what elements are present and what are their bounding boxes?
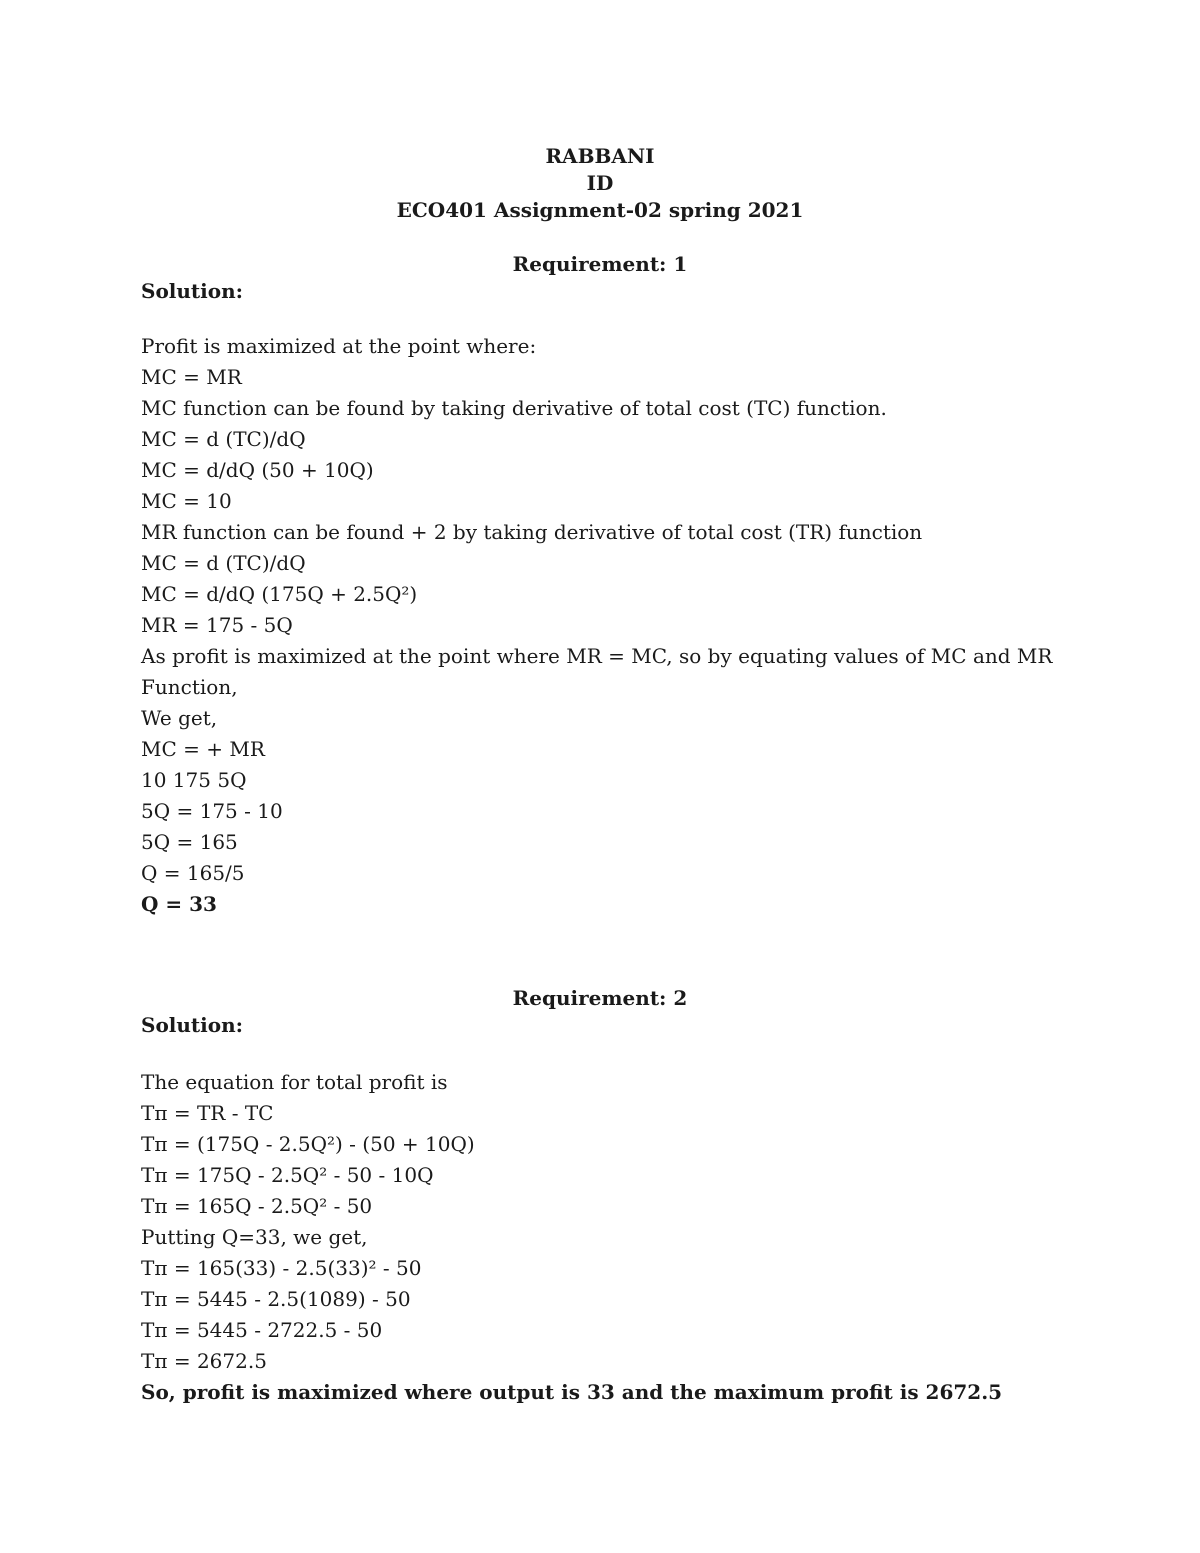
text-line: Tπ = (175Q - 2.5Q²) - (50 + 10Q)	[141, 1132, 475, 1156]
requirement-2-conclusion: So, profit is maximized where output is 33 and the maximum profit is 2672.5	[141, 1380, 1003, 1404]
text-line: Profit is maximized at the point where:	[141, 334, 537, 358]
text-line: MR = 175 - 5Q	[141, 613, 293, 637]
requirement-1-title: Requirement: 1	[512, 252, 688, 276]
text-line: MC = d/dQ (50 + 10Q)	[141, 458, 374, 482]
text-line: MC = d (TC)/dQ	[141, 551, 306, 575]
text-line: Tπ = TR - TC	[141, 1101, 274, 1125]
requirement-1-result: Q = 33	[141, 892, 217, 916]
text-line: MC function can be found by taking derivative of total cost (TC) function.	[141, 396, 887, 420]
author-name: RABBANI	[545, 144, 655, 168]
requirement-2-body	[141, 1067, 1141, 1408]
document-header	[0, 143, 1200, 224]
text-line: Tπ = 5445 - 2722.5 - 50	[141, 1318, 383, 1342]
text-line: MC = 10	[141, 489, 232, 513]
text-line: MC = + MR	[141, 737, 265, 761]
requirement-1-body	[141, 331, 1141, 920]
text-line: 5Q = 175 - 10	[141, 799, 283, 823]
text-line: Tπ = 2672.5	[141, 1349, 267, 1373]
text-line: 5Q = 165	[141, 830, 238, 854]
text-line: The equation for total profit is	[141, 1070, 448, 1094]
assignment-title: ECO401 Assignment-02 spring 2021	[396, 198, 804, 222]
text-line: Tπ = 165(33) - 2.5(33)² - 50	[141, 1256, 422, 1280]
text-line: MC = d/dQ (175Q + 2.5Q²)	[141, 582, 418, 606]
requirement-2-title: Requirement: 2	[512, 986, 688, 1010]
text-line: MC = MR	[141, 365, 242, 389]
text-line: Putting Q=33, we get,	[141, 1225, 368, 1249]
text-line: Tπ = 175Q - 2.5Q² - 50 - 10Q	[141, 1163, 434, 1187]
requirement-1-solution-label: Solution:	[141, 279, 244, 303]
text-line: Tπ = 5445 - 2.5(1089) - 50	[141, 1287, 411, 1311]
text-line: As profit is maximized at the point where MR = MC, so by equating values of MC and MR	[141, 644, 1053, 668]
requirement-2-solution-label: Solution:	[141, 1013, 244, 1037]
student-id: ID	[586, 171, 614, 195]
text-line: MC = d (TC)/dQ	[141, 427, 306, 451]
text-line: Q = 165/5	[141, 861, 245, 885]
text-line: 10 175 5Q	[141, 768, 247, 792]
text-line: Function,	[141, 675, 238, 699]
text-line: Tπ = 165Q - 2.5Q² - 50	[141, 1194, 373, 1218]
text-line: MR function can be found + 2 by taking derivative of total cost (TR) function	[141, 520, 923, 544]
text-line: We get,	[141, 706, 218, 730]
